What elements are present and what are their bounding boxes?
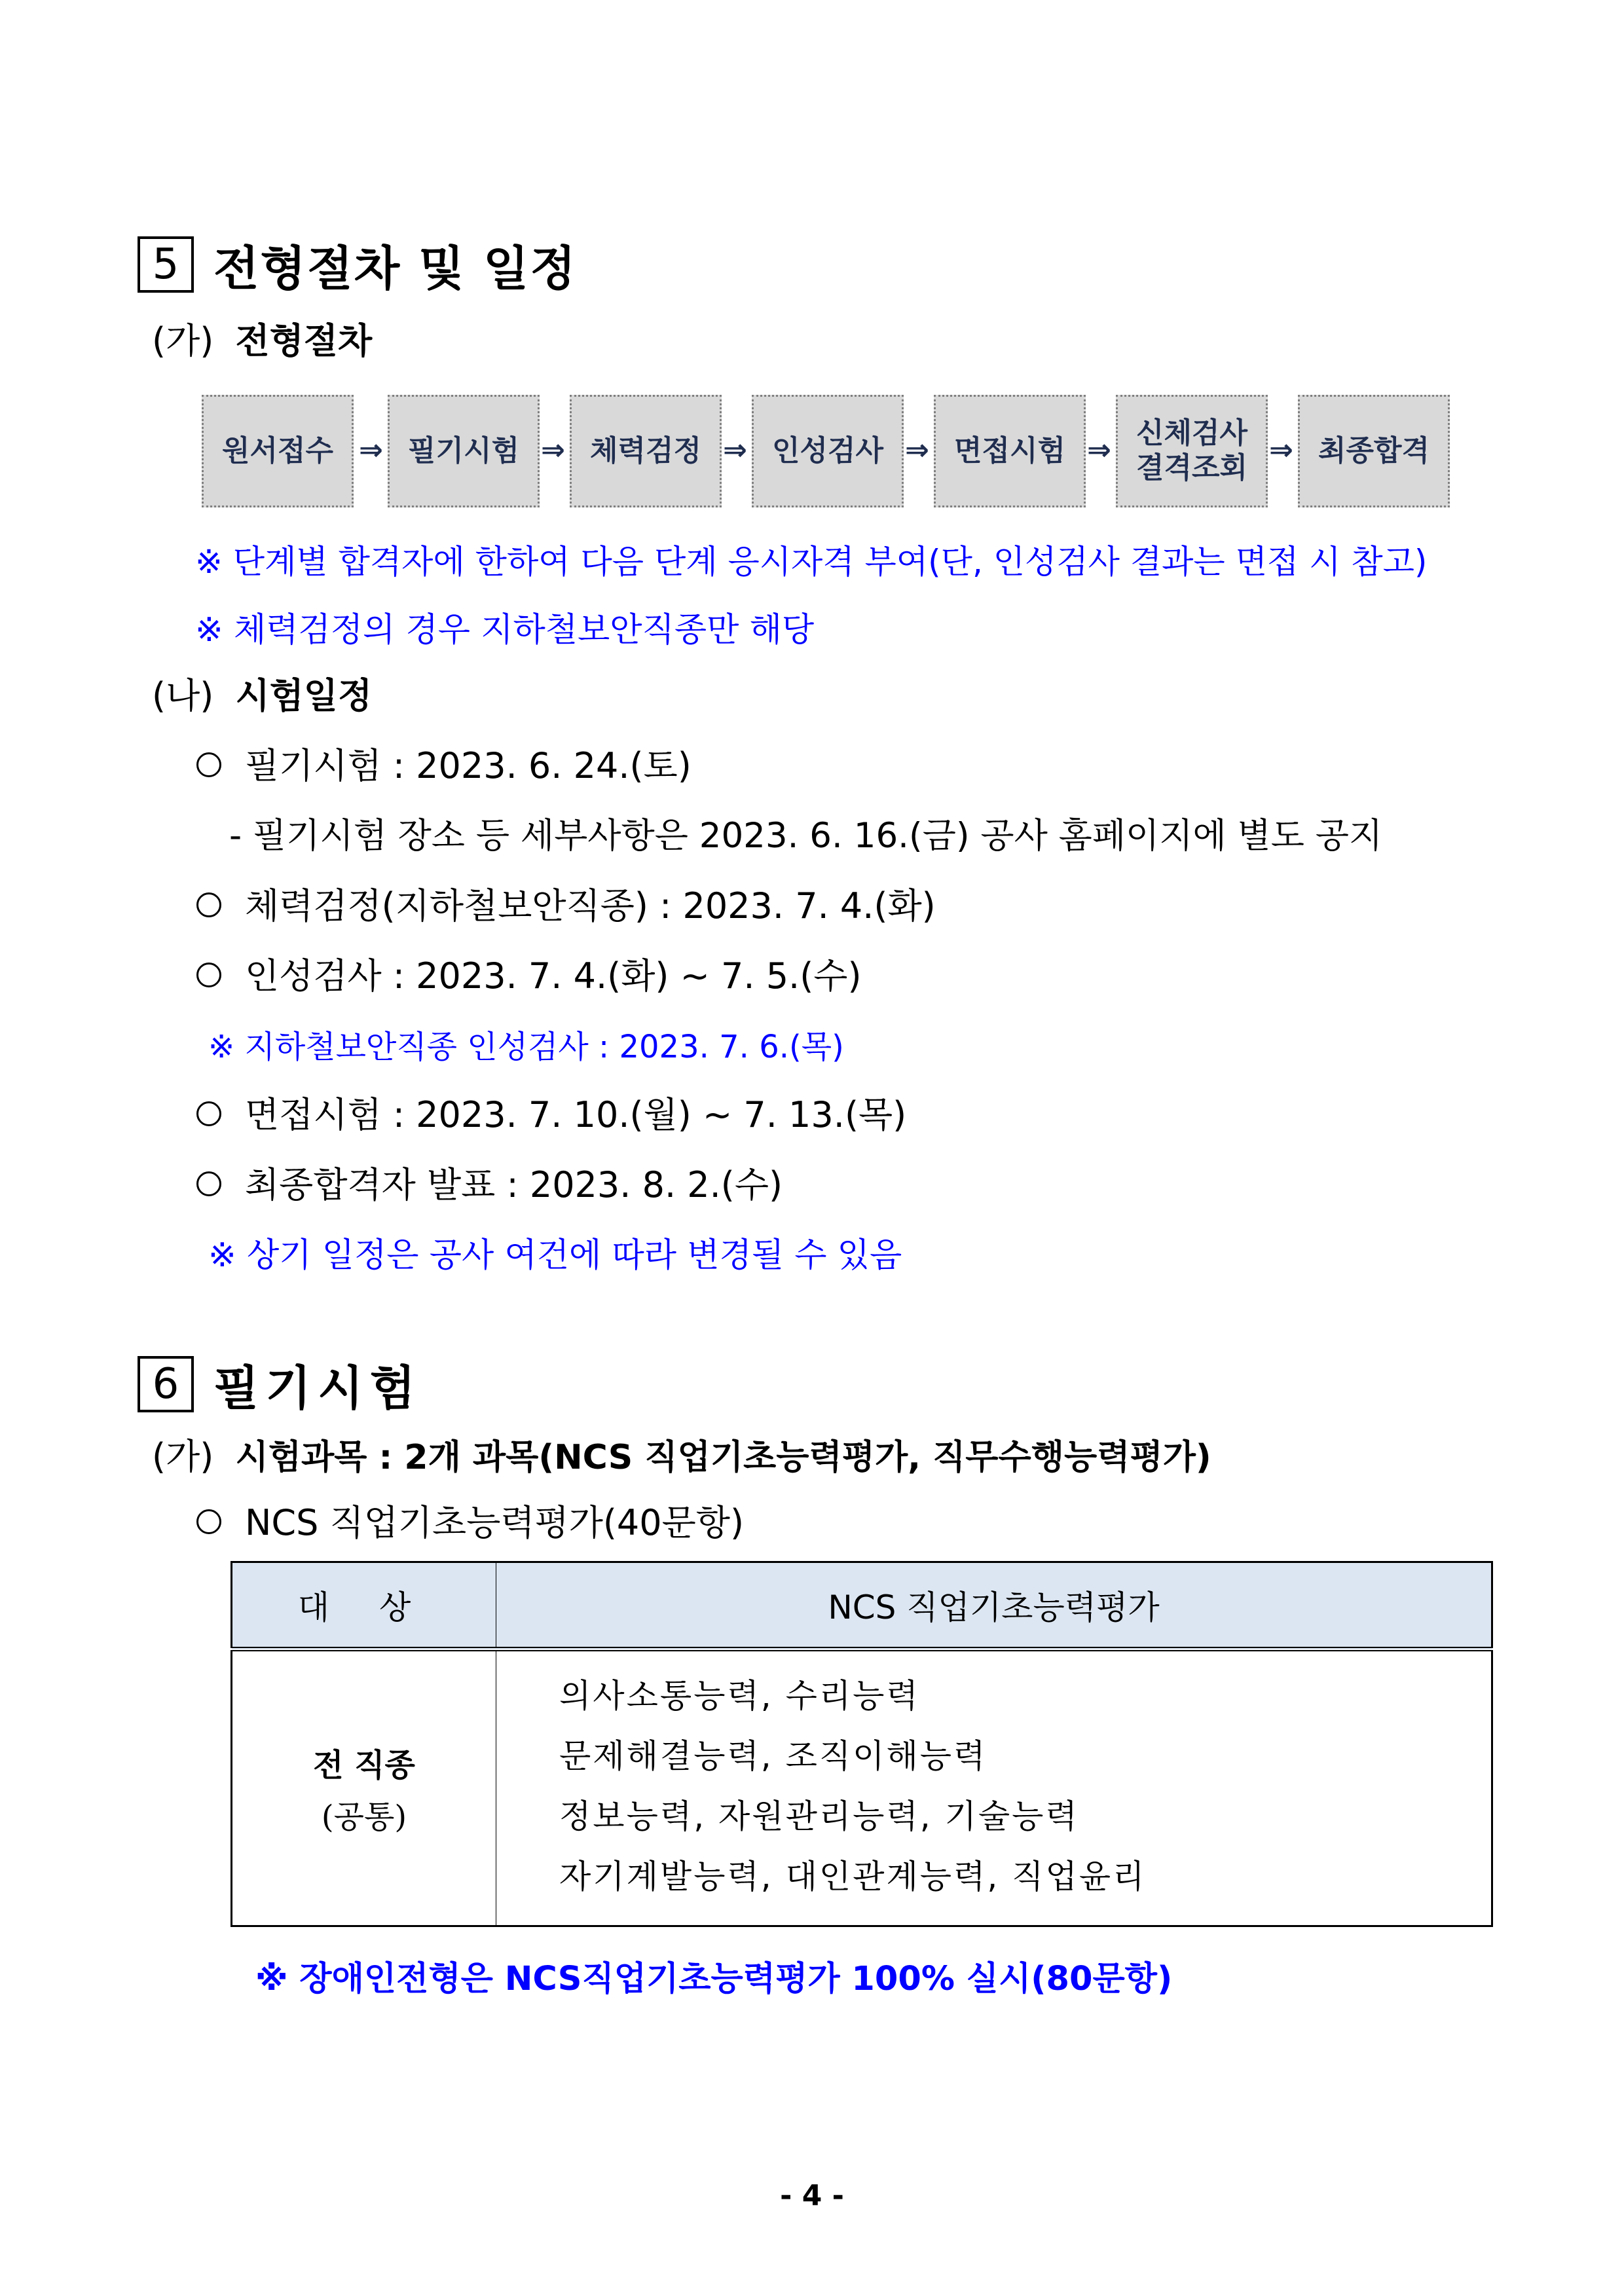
ncs-item: NCS 직업기초능력평가(40문항) bbox=[196, 1495, 744, 1545]
cell-target bbox=[232, 1649, 496, 1926]
schedule-written-exam: 필기시험 : 2023. 6. 24.(토) bbox=[196, 738, 692, 788]
subsection-b-title: 시험일정 bbox=[235, 675, 373, 716]
subsection-a-prefix: (가) bbox=[152, 320, 214, 361]
subsection-b-prefix: (나) bbox=[152, 675, 214, 716]
note-security-personality-test: ※ 지하철보안직종 인성검사 : 2023. 7. 6.(목) bbox=[208, 1029, 844, 1065]
ability-line: 문제해결능력, 조직이해능력 bbox=[559, 1737, 987, 1775]
subsection-title: 시험과목 : 2개 과목(NCS 직업기초능력평가, 직무수행능력평가) bbox=[235, 1438, 1211, 1477]
note-fitness-test-scope: ※ 체력검정의 경우 지하철보안직종만 해당 bbox=[195, 611, 815, 650]
schedule-final-announcement: 최종합격자 발표 : 2023. 8. 2.(수) bbox=[196, 1157, 783, 1207]
section-6-subsection-a bbox=[152, 1429, 1211, 1479]
subsection-prefix: (가) bbox=[152, 1436, 214, 1477]
table-header-row bbox=[232, 1562, 1492, 1649]
arrow-icon: ⇒ bbox=[1269, 433, 1293, 467]
header-target: 대 상 bbox=[232, 1562, 496, 1649]
table-row bbox=[232, 1649, 1492, 1926]
circle-bullet-icon bbox=[196, 892, 221, 917]
schedule-personality-test: 인성검사 : 2023. 7. 4.(화) ~ 7. 5.(수) bbox=[196, 948, 862, 999]
step-application: 원서접수 bbox=[202, 395, 354, 507]
arrow-icon: ⇒ bbox=[1087, 433, 1111, 467]
target-sub: (공통) bbox=[321, 1799, 407, 1835]
arrow-icon: ⇒ bbox=[541, 433, 565, 467]
arrow-icon: ⇒ bbox=[723, 433, 747, 467]
subsection-a-heading bbox=[152, 313, 372, 363]
circle-bullet-icon bbox=[196, 1101, 221, 1126]
page-number: - 4 - bbox=[780, 2179, 844, 2212]
schedule-fitness-test: 체력검정(지하철보안직종) : 2023. 7. 4.(화) bbox=[196, 878, 936, 928]
ability-line: 의사소통능력, 수리능력 bbox=[559, 1677, 920, 1715]
note-schedule-change: ※ 상기 일정은 공사 여건에 따라 변경될 수 있음 bbox=[208, 1236, 902, 1275]
section-5-title: 전형절차 및 일정 bbox=[213, 241, 577, 296]
ability-line: 정보능력, 자원관리능력, 기술능력 bbox=[559, 1797, 1079, 1835]
step-fitness-test: 체력검정 bbox=[570, 395, 722, 507]
step-interview: 면접시험 bbox=[934, 395, 1086, 507]
ncs-table bbox=[231, 1561, 1493, 1927]
section-5-header bbox=[138, 230, 577, 299]
circle-bullet-icon bbox=[196, 752, 221, 777]
subsection-a-title: 전형절차 bbox=[235, 320, 373, 361]
note-disabled-track: ※ 장애인전형은 NCS직업기초능력평가 100% 실시(80문항) bbox=[255, 1960, 1173, 1998]
circle-bullet-icon bbox=[196, 1171, 221, 1196]
note-stage-qualification: ※ 단계별 합격자에 한하여 다음 단계 응시자격 부여(단, 인성검사 결과는 면접 시 참고) bbox=[195, 543, 1428, 581]
schedule-written-exam-detail: - 필기시험 장소 등 세부사항은 2023. 6. 16.(금) 공사 홈페이지에 별도 공지 bbox=[229, 816, 1383, 856]
circle-bullet-icon bbox=[196, 963, 221, 987]
step-personality-test: 인성검사 bbox=[752, 395, 904, 507]
ability-line: 자기계발능력, 대인관계능력, 직업윤리 bbox=[559, 1858, 1147, 1896]
section-6-header bbox=[138, 1350, 422, 1418]
subsection-b-heading bbox=[152, 668, 372, 718]
section-6-title: 필기시험 bbox=[213, 1361, 422, 1416]
schedule-interview: 면접시험 : 2023. 7. 10.(월) ~ 7. 13.(목) bbox=[196, 1087, 906, 1137]
header-ncs: NCS 직업기초능력평가 bbox=[496, 1562, 1492, 1649]
cell-abilities bbox=[496, 1649, 1492, 1926]
section-6-number: 6 bbox=[138, 1356, 194, 1412]
section-5-number: 5 bbox=[138, 236, 194, 293]
arrow-icon: ⇒ bbox=[905, 433, 929, 467]
step-final-pass: 최종합격 bbox=[1298, 395, 1450, 507]
target-main: 전 직종 bbox=[313, 1747, 415, 1784]
step-written-exam: 필기시험 bbox=[388, 395, 540, 507]
step-medical-check: 신체검사 결격조회 bbox=[1116, 395, 1268, 507]
arrow-icon: ⇒ bbox=[359, 433, 383, 467]
circle-bullet-icon bbox=[196, 1509, 221, 1534]
